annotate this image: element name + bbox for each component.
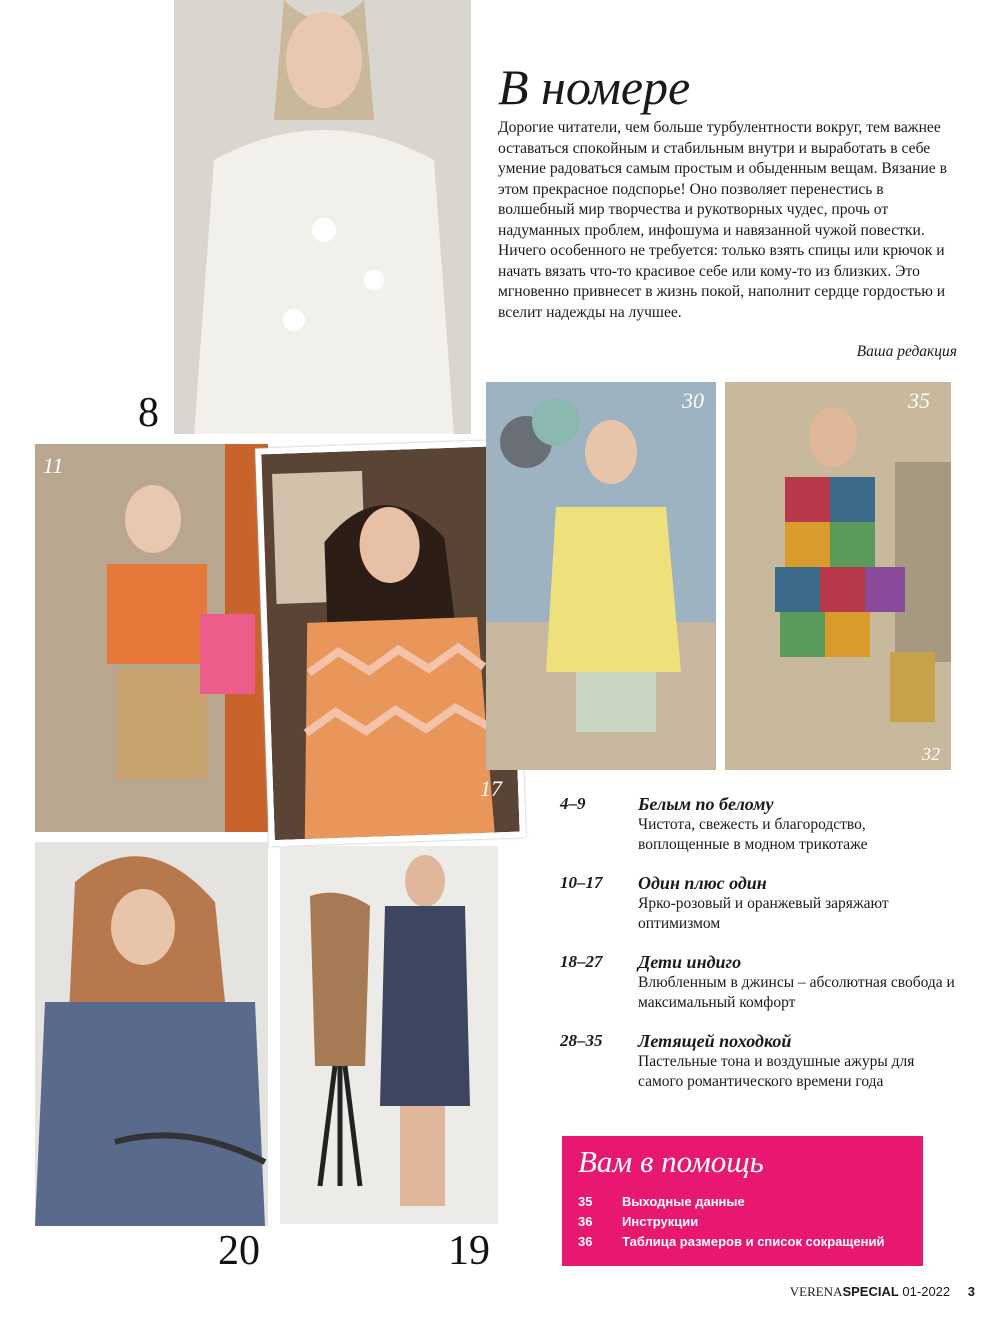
photo-blue-lace-top-image	[35, 842, 268, 1226]
toc-heading: Один плюс один	[638, 873, 767, 893]
toc-pages: 4–9	[560, 794, 586, 813]
photo-yellow-sweater-image	[486, 382, 716, 770]
toc-entry[interactable]	[560, 873, 960, 933]
photo-cardigan-mannequin	[280, 846, 498, 1224]
toc-heading: Летящей походкой	[638, 1031, 792, 1051]
toc-description: Влюбленным в джинсы – абсолютная свобода и максимальный комфорт	[638, 974, 955, 1011]
help-box	[562, 1136, 923, 1266]
toc-pages: 18–27	[560, 952, 603, 971]
toc-entry[interactable]	[560, 794, 960, 854]
photo-granny-square-dress-image	[725, 382, 951, 770]
page-number: 3	[967, 1284, 975, 1299]
help-item-page: 35	[578, 1194, 593, 1209]
photo-yellow-sweater	[486, 382, 716, 770]
toc-entry[interactable]	[560, 952, 960, 1012]
help-title: Вам в помощь	[578, 1144, 764, 1179]
toc-description: Пастельные тона и воздушные ажуры для самого романтического времени года	[638, 1053, 915, 1090]
toc-description: Ярко-розовый и оранжевый заряжают оптимизмом	[638, 895, 889, 932]
photo-number-35: 35	[908, 388, 930, 413]
photo-cardigan-mannequin-image	[280, 846, 498, 1224]
toc-pages: 10–17	[560, 873, 603, 892]
help-item-label: Выходные данные	[622, 1194, 745, 1209]
toc-heading: Дети индиго	[638, 952, 742, 972]
photo-number-11: 11	[43, 453, 64, 478]
help-item-label: Инструкции	[622, 1214, 699, 1229]
toc-description: Чистота, свежесть и благородство, воплощенные в модном трикотаже	[638, 816, 868, 853]
help-item-page: 36	[578, 1234, 593, 1249]
help-item[interactable]	[578, 1194, 745, 1209]
photo-number-30: 30	[682, 388, 704, 413]
help-item[interactable]	[578, 1214, 698, 1229]
photo-number-32: 32	[922, 744, 940, 764]
photo-blue-lace-top	[35, 842, 268, 1226]
help-item[interactable]	[578, 1234, 884, 1249]
footer-special: SPECIAL	[842, 1284, 899, 1299]
photo-white-sweater-image	[174, 0, 471, 434]
page-footer	[790, 1284, 975, 1300]
photo-orange-top	[35, 444, 268, 832]
toc-entry[interactable]	[560, 1031, 960, 1111]
footer-issue: 01-2022	[902, 1284, 951, 1299]
photo-number-19: 19	[448, 1228, 490, 1274]
photo-number-20: 20	[218, 1228, 260, 1274]
photo-orange-top-image	[35, 444, 268, 832]
help-item-page: 36	[578, 1214, 593, 1229]
toc-heading: Белым по белому	[638, 794, 774, 814]
footer-brand: VERENA	[789, 1284, 843, 1299]
page-title: В номере	[498, 59, 691, 115]
photo-white-sweater	[174, 0, 471, 434]
toc-pages: 28–35	[560, 1031, 603, 1050]
photo-number-8: 8	[138, 390, 159, 436]
photo-number-17: 17	[480, 776, 502, 801]
editorial-intro: Дорогие читатели, чем больше турбулентности вокруг, тем важнее оставаться спокойным и стабильным внутри и выработать в себе умение радоваться самым простым и обыденным вещам. Вязание в этом прекрасное подспорье! Оно позволяет перенестись в волшебный мир творчества и рукотворных чудес, прочь от надуманных проблем, инфошума и навязанной чужой повестки. Ничего особенного не требуется: только взять спицы или крючок и начать вязать что-то красивое себе или кому-то из близких. Это мгновенно привнесет в жизнь покой, наполнит сердце гордостью и вселит надежды на лучшее.	[498, 119, 947, 321]
photo-granny-square-dress	[725, 382, 951, 770]
help-item-label: Таблица размеров и список сокращений	[622, 1234, 885, 1249]
editorial-signature: Ваша редакция	[856, 343, 957, 360]
